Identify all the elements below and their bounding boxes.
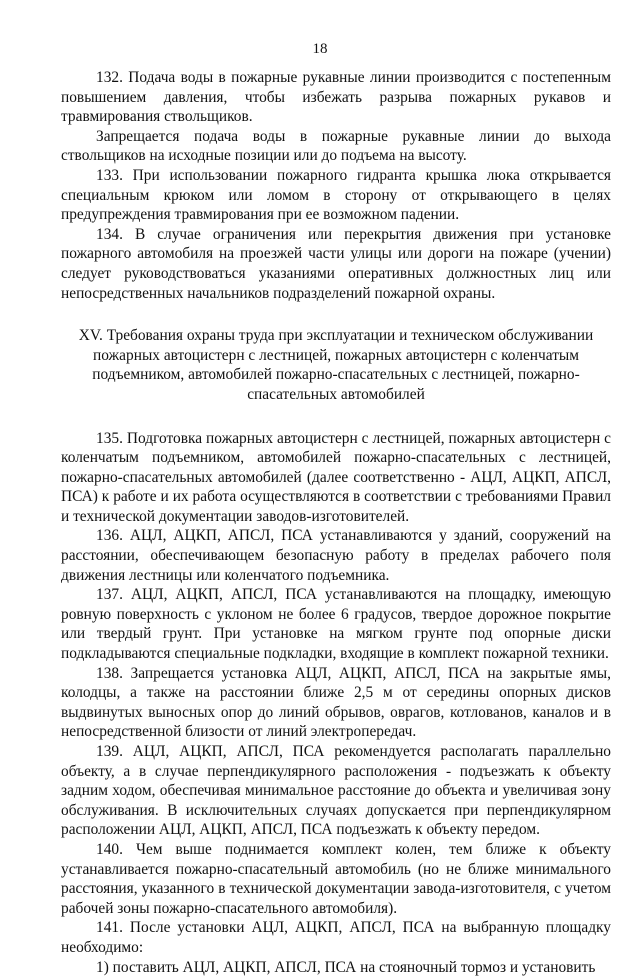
paragraph-141-item-1: 1) поставить АЦЛ, АЦКП, АПСЛ, ПСА на стояночный тормоз и установить: [96, 958, 596, 976]
document-body: [61, 68, 611, 977]
paragraph-141: 141. После установки АЦЛ, АЦКП, АПСЛ, ПСА на выбранную площадку необходимо:: [61, 919, 611, 956]
paragraph-139: 139. АЦЛ, АЦКП, АПСЛ, ПСА рекомендуется располагать параллельно объекту, а в случае перпендикулярного расположения - подъезжать к объекту задним ходом, обеспечивая минимальное расстояние до объекта и увеличивая зону обслуживания. В исключительных случаях допускается при перпендикулярном расположении АЦЛ, АЦКП, АПСЛ, ПСА подъезжать к объекту передом.: [61, 743, 611, 839]
paragraph-138: 138. Запрещается установка АЦЛ, АЦКП, АПСЛ, ПСА на закрытые ямы, колодцы, а также на расстоянии ближе 2,5 м от середины опорных дисков выдвинутых выносных опор до линий обрывов, оврагов, котлованов, каналов и в непосредственной близости от линий электропередач.: [61, 664, 611, 741]
paragraph-140: 140. Чем выше поднимается комплект колен, тем ближе к объекту устанавливается пожарно-спасательный автомобиль (но не ближе минимального расстояния, указанного в технической документации завода-изготовителя, с учетом рабочей зоны пожарно-спасательного автомобиля).: [61, 840, 611, 917]
paragraph-132-prohibition: Запрещается подача воды в пожарные рукавные линии до выхода ствольщиков на исходные позиции или до подъема на высоту.: [61, 127, 611, 165]
paragraph-135: 135. Подготовка пожарных автоцистерн с лестницей, пожарных автоцистерн с коленчатым подъемником, автомобилей пожарно-спасательных с лестницей, пожарно-спасательных автомобилей (далее соответственно - АЦЛ, АЦКП, АПСЛ, ПСА) к работе и их работа осуществляются в соответствии с требованиями Правил и технической документации заводов-изготовителей.: [61, 429, 611, 525]
paragraph-132: 132. Подача воды в пожарные рукавные линии производится с постепенным повышением давления, чтобы избежать разрыва пожарных рукавов и травмирования ствольщиков.: [61, 69, 611, 126]
section-heading: XV. Требования охраны труда при эксплуатации и техническом обслуживании пожарных автоцистерн с лестницей, пожарных автоцистерн с коленчатым подъемником, автомобилей пожарно-спасательных с лестницей, пожарно-спасательных автомобилей: [78, 327, 594, 403]
paragraph-134: 134. В случае ограничения или перекрытия движения при установке пожарного автомобиля на проезжей части улицы или дороги на пожаре (учении) следует руководствоваться указаниями оперативных должностных лиц или непосредственных начальников подразделений пожарной охраны.: [61, 225, 611, 302]
paragraph-136: 136. АЦЛ, АЦКП, АПСЛ, ПСА устанавливаются у зданий, сооружений на расстоянии, обеспечивающем безопасную работу в пределах рабочего поля движения лестницы или коленчатого подъемника.: [61, 527, 611, 584]
paragraph-133: 133. При использовании пожарного гидранта крышка люка открывается специальным крюком или ломом в сторону от открывающего в целях предупреждения травмирования при ее возможном падении.: [61, 166, 611, 224]
paragraph-137: 137. АЦЛ, АЦКП, АПСЛ, ПСА устанавливаются на площадку, имеющую ровную поверхность с уклоном не более 6 градусов, твердое дорожное покрытие или твердый грунт. При установке на мягком грунте под опорные диски подкладываются специальные подкладки, входящие в комплект пожарной техники.: [61, 586, 611, 663]
page-number: 18: [312, 41, 328, 57]
